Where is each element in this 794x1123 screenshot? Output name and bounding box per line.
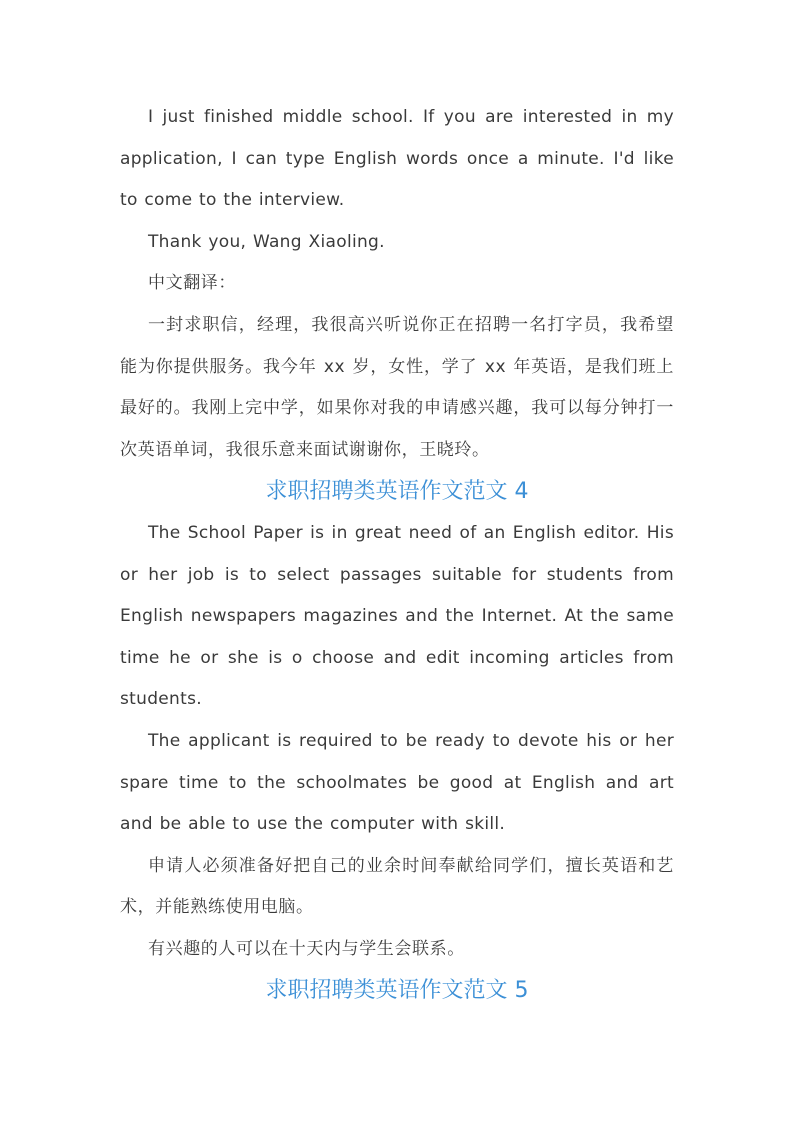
paragraph-requirements-translation: 申请人必须准备好把自己的业余时间奉献给同学们，擅长英语和艺术，并能熟练使用电脑。 bbox=[120, 855, 674, 918]
paragraph-applicant-requirements: The applicant is required to be ready to devote his or her spare time to the schoolmates be good at English and art and be able to use the computer with skill. bbox=[120, 730, 674, 835]
section-heading-4: 求职招聘类英语作文范文 4 bbox=[265, 479, 529, 505]
paragraph-editor-job: The School Paper is in great need of an English editor. His or her job is to select passages suitable for students from English newspapers magazines and the Internet. At the same time he or she is o choose and edit incoming articles from students. bbox=[120, 522, 674, 710]
paragraph-contact-translation: 有兴趣的人可以在十天内与学生会联系。 bbox=[148, 938, 465, 959]
paragraph-application-text: I just finished middle school. If you are interested in my application, I can type English words once a minute. I'd like to come to the interview. bbox=[120, 107, 674, 211]
document-page bbox=[120, 97, 674, 1012]
paragraph-translation-label: 中文翻译： bbox=[148, 273, 236, 294]
section-heading-5: 求职招聘类英语作文范文 5 bbox=[265, 978, 529, 1004]
paragraph-signoff: Thank you, Wang Xiaoling. bbox=[148, 231, 385, 252]
paragraph-translation: 一封求职信，经理，我很高兴听说你正在招聘一名打字员，我希望能为你提供服务。我今年 xx 岁，女性，学了 xx 年英语，是我们班上最好的。我刚上完中学，如果你对我的申请感兴趣，我可以每分钟打一次英语单词，我很乐意来面试谢谢你，王晓玲。 bbox=[120, 314, 674, 460]
